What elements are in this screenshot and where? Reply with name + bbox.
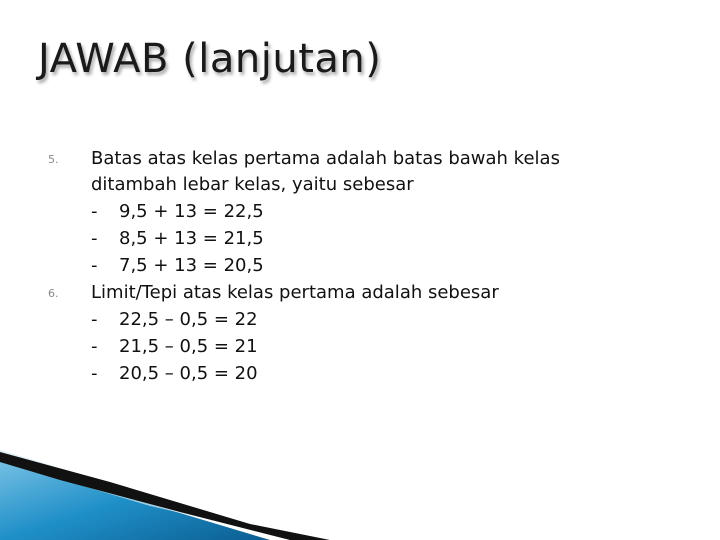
- sub-item-text: 9,5 + 13 = 22,5: [119, 201, 264, 222]
- item-number: 5.: [48, 153, 59, 166]
- sub-item: [91, 361, 258, 387]
- dash-bullet: -: [91, 255, 98, 276]
- sub-item: [91, 253, 264, 279]
- sub-item-text: 22,5 – 0,5 = 22: [119, 309, 258, 330]
- sub-item: [91, 307, 258, 333]
- dash-bullet: -: [91, 363, 98, 384]
- dash-bullet: -: [91, 309, 98, 330]
- sub-item-text: 20,5 – 0,5 = 20: [119, 363, 258, 384]
- sub-item: [91, 226, 264, 252]
- slide-title: JAWAB (lanjutan): [38, 36, 382, 82]
- item-text-line: Limit/Tepi atas kelas pertama adalah sebesar: [91, 282, 499, 303]
- sub-item: [91, 334, 258, 360]
- corner-decoration: [0, 440, 720, 540]
- sub-item-text: 21,5 – 0,5 = 21: [119, 336, 258, 357]
- dash-bullet: -: [91, 336, 98, 357]
- sub-item-text: 8,5 + 13 = 21,5: [119, 228, 264, 249]
- item-text-line: ditambah lebar kelas, yaitu sebesar: [91, 174, 414, 195]
- item-number: 6.: [48, 287, 59, 300]
- sub-item-text: 7,5 + 13 = 20,5: [119, 255, 264, 276]
- sub-item: [91, 199, 264, 225]
- item-text-line: Batas atas kelas pertama adalah batas bawah kelas: [91, 148, 560, 169]
- dash-bullet: -: [91, 228, 98, 249]
- dash-bullet: -: [91, 201, 98, 222]
